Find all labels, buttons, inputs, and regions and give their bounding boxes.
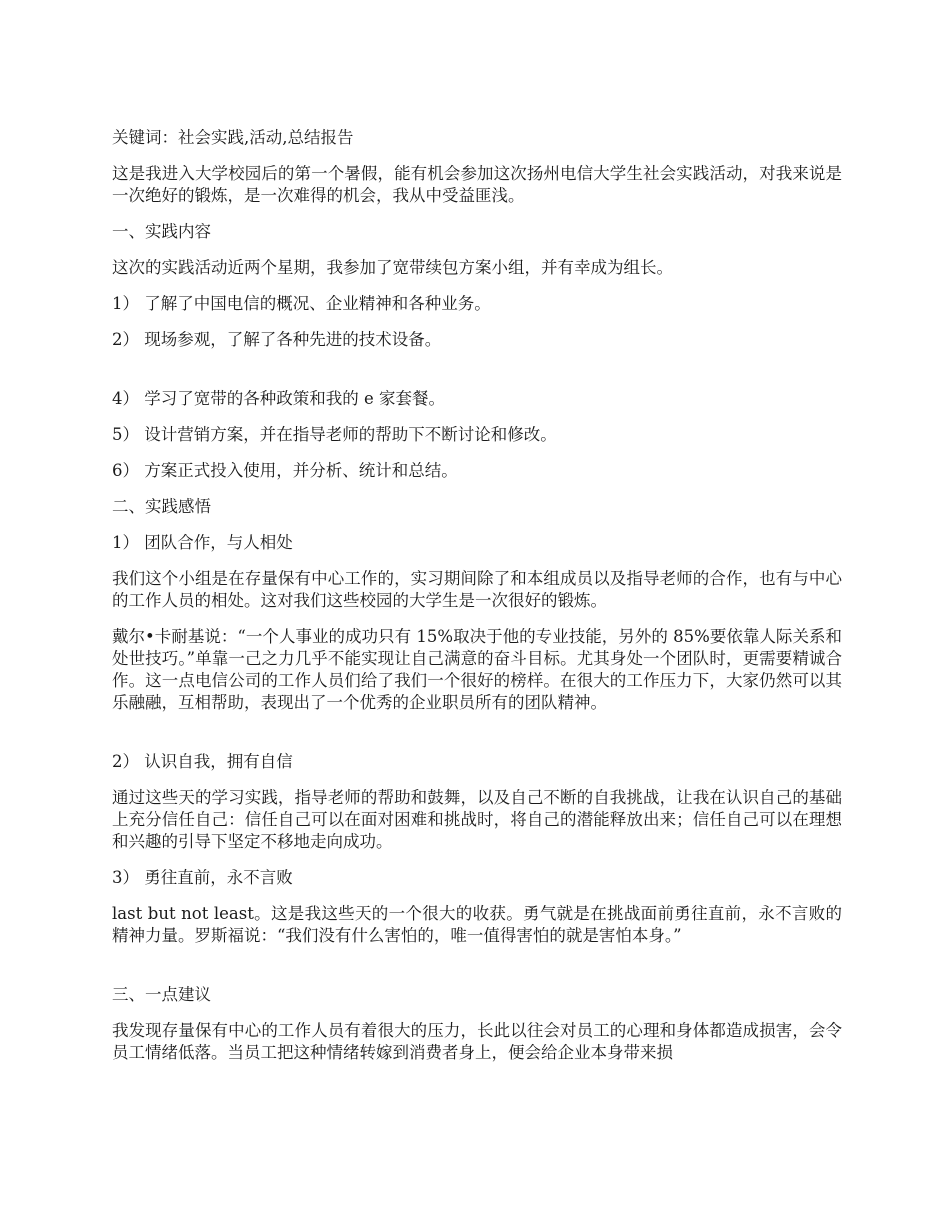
section-heading-practice-insights: 二、实践感悟: [112, 497, 211, 516]
list-item: 2） 现场参观，了解了各种先进的技术设备。: [112, 330, 442, 349]
blank-line: [112, 961, 842, 984]
subheading-teamwork: 1） 团队合作，与人相处: [112, 533, 293, 552]
self-confidence-paragraph: 通过这些天的学习实践，指导老师的帮助和鼓舞，以及自己不断的自我挑战，让我在认识自己的基础上充分信任自己：信任自己可以在面对困难和挑战时，将自己的潜能释放出来；信任自己可以在理想和兴趣的引导下坚定不移地走向成功。: [112, 788, 842, 851]
suggestion-paragraph: 我发现存量保有中心的工作人员有着很大的压力，长此以往会对员工的心理和身体都造成损害，会令员工情绪低落。当员工把这种情绪转嫁到消费者身上，便会给企业本身带来损: [112, 1021, 842, 1062]
list-item: 5） 设计营销方案，并在指导老师的帮助下不断讨论和修改。: [112, 425, 557, 444]
intro-paragraph: 这是我进入大学校园后的第一个暑假，能有机会参加这次扬州电信大学生社会实践活动，对我来说是一次绝好的锻炼，是一次难得的机会，我从中受益匪浅。: [112, 164, 842, 205]
carnegie-quote-paragraph: 戴尔•卡耐基说：“一个人事业的成功只有 15%取决于他的专业技能，另外的 85%要依靠人际关系和处世技巧。”单靠一己之力几乎不能实现让自己满意的奋斗目标。尤其身处一个团队时，更需要精诚合作。这一点电信公司的工作人员们给了我们一个很好的榜样。在很大的工作压力下，大家仍然可以其乐融融，互相帮助，表现出了一个优秀的企业职员所有的团队精神。: [112, 627, 842, 712]
list-item: 4） 学习了宽带的各种政策和我的 e 家套餐。: [112, 389, 445, 408]
blank-line: [112, 728, 842, 751]
courage-paragraph: last but not least。这是我这些天的一个很大的收获。勇气就是在挑战面前勇往直前，永不言败的精神力量。罗斯福说：“我们没有什么害怕的，唯一值得害怕的就是害怕本身。”: [112, 904, 842, 945]
list-item: 6） 方案正式投入使用，并分析、统计和总结。: [112, 461, 458, 480]
teamwork-paragraph: 我们这个小组是在存量保有中心工作的，实习期间除了和本组成员以及指导老师的合作，也有与中心的工作人员的相处。这对我们这些校园的大学生是一次很好的锻炼。: [112, 569, 842, 610]
section-heading-practice-content: 一、实践内容: [112, 222, 211, 241]
practice-summary-paragraph: 这次的实践活动近两个星期，我参加了宽带续包方案小组，并有幸成为组长。: [112, 258, 673, 277]
subheading-self-confidence: 2） 认识自我，拥有自信: [112, 752, 293, 771]
list-item: 1） 了解了中国电信的概况、企业精神和各种业务。: [112, 294, 491, 313]
blank-line: [112, 365, 842, 388]
document-page: [112, 127, 842, 1078]
keywords-line: 关键词：社会实践,活动,总结报告: [112, 128, 354, 147]
section-heading-suggestion: 三、一点建议: [112, 985, 211, 1004]
subheading-never-give-up: 3） 勇往直前，永不言败: [112, 868, 293, 887]
